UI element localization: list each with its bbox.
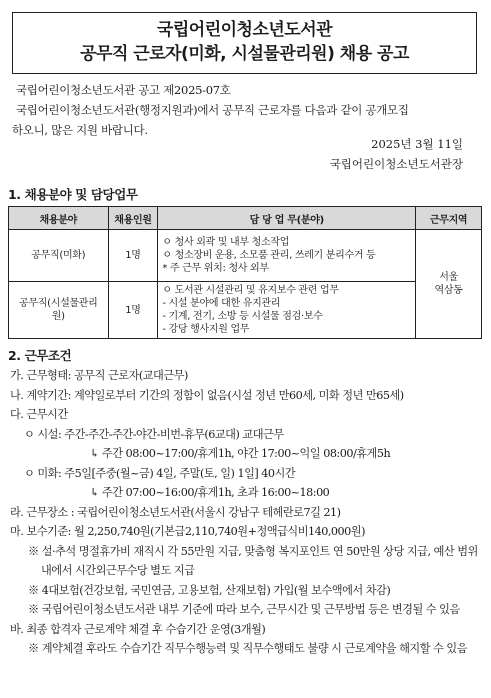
condition-ma: 마. 보수기준: 월 2,250,740원(기본급2,110,740원+정액급식비140,000원) xyxy=(10,525,365,538)
table-header-row xyxy=(9,207,482,230)
probation-note: ※ 계약체결 후라도 수습기간 직무수행능력 및 직무수행태도 불량 시 근로계약을 해지할 수 있음 xyxy=(28,642,468,655)
count-cell: 1명 xyxy=(108,282,158,339)
cleaning-shift-detail: ↳ 주간 07:00~16:00/휴게1h, 초과 16:00~18:00 xyxy=(90,486,330,499)
conditions-list xyxy=(8,366,484,659)
duty-line: * 주 근무 위치: 청사 외부 xyxy=(162,263,269,274)
condition-da: 다. 근무시간 xyxy=(10,408,68,421)
field-cell: 공무직(미화) xyxy=(9,230,109,282)
condition-ba: 바. 최종 합격자 근로계약 체결 후 수습기간 운영(3개월) xyxy=(10,622,266,636)
header-count: 채용인원 xyxy=(108,207,158,230)
condition-na: 나. 계약기간: 계약일로부터 기간의 정함이 없음(시설 정년 만60세, 미화 정년 만65세) xyxy=(10,388,404,402)
title-line-1: 국립어린이청소년도서관 xyxy=(156,20,333,40)
duty-line: ㅇ 청소장비 운용, 소모품 관리, 쓰레기 분리수거 등 xyxy=(162,250,376,261)
cleaning-shift: ㅇ 미화: 주5일[주중(월~금) 4일, 주말(토, 일) 1일] 40시간 xyxy=(24,466,296,480)
jobs-table xyxy=(8,206,482,339)
pay-note: ※ 설·추석 명절휴가비 재직시 각 55만원 지급, 맞춤형 복지포인트 연 50만원 상당 지급, 예산 범위 내에서 시간외근무수당 별도 지급 xyxy=(28,544,478,577)
location-line: 서울 xyxy=(439,272,458,283)
table-row xyxy=(9,230,482,282)
duty-line: ㅇ 청사 외곽 및 내부 청소작업 xyxy=(162,237,290,248)
duty-line: - 기계, 전기, 소방 등 시설물 점검·보수 xyxy=(162,311,323,322)
duty-line: ㅇ 도서관 시설관리 및 유지보수 관련 업무 xyxy=(162,285,339,296)
count-cell: 1명 xyxy=(108,230,158,282)
notice-number: 국립어린이청소년도서관 공고 제2025-07호 xyxy=(16,83,231,97)
section-1-heading: 1. 채용분야 및 담당업무 xyxy=(8,187,138,202)
pay-note: ※ 4대보험(건강보험, 국민연금, 고용보험, 산재보험) 가입(월 보수액에서 차감) xyxy=(28,583,391,597)
intro-body-line-2: 하오니, 많은 지원 바랍니다. xyxy=(12,123,148,137)
facility-shift-detail: ↳ 주간 08:00~17:00/휴게1h, 야간 17:00~익일 08:00/휴게5h xyxy=(90,447,391,460)
header-field: 채용분야 xyxy=(9,207,109,230)
header-duties: 담 당 업 무(분야) xyxy=(158,207,416,230)
table-row xyxy=(9,282,482,339)
duty-line: - 시설 분야에 대한 유지관리 xyxy=(162,298,281,309)
issuer: 국립어린이청소년도서관장 xyxy=(329,157,463,171)
condition-ra: 라. 근무장소 : 국립어린이청소년도서관(서울시 강남구 테헤란로7길 21) xyxy=(10,505,341,519)
intro-paragraph xyxy=(12,80,479,140)
duties-cell xyxy=(158,282,416,339)
title-box xyxy=(12,12,477,74)
field-cell: 공무직(시설물관리원) xyxy=(9,282,109,339)
location-line: 역삼동 xyxy=(434,285,463,296)
duty-line: - 강당 행사지원 업무 xyxy=(162,324,250,335)
pay-note: ※ 국립어린이청소년도서관 내부 기준에 따라 보수, 근무시간 및 근무방법 등은 변경될 수 있음 xyxy=(28,603,460,616)
intro-body-line-1: 국립어린이청소년도서관(행정지원과)에서 공무직 근로자를 다음과 같이 공개모집 xyxy=(16,103,409,117)
header-location: 근무지역 xyxy=(416,207,482,230)
notice-date: 2025년 3월 11일 xyxy=(371,137,463,151)
facility-shift: ㅇ 시설: 주간-주간-주간-야간-비번-휴무(6교대) 교대근무 xyxy=(24,427,284,441)
title-line-2: 공무직 근로자(미화, 시설물관리원) 채용 공고 xyxy=(80,44,409,64)
condition-ga: 가. 근무형태: 공무직 근로자(교대근무) xyxy=(10,369,188,382)
duties-cell xyxy=(158,230,416,282)
location-cell xyxy=(416,230,482,339)
section-2-heading: 2. 근무조건 xyxy=(8,348,72,363)
